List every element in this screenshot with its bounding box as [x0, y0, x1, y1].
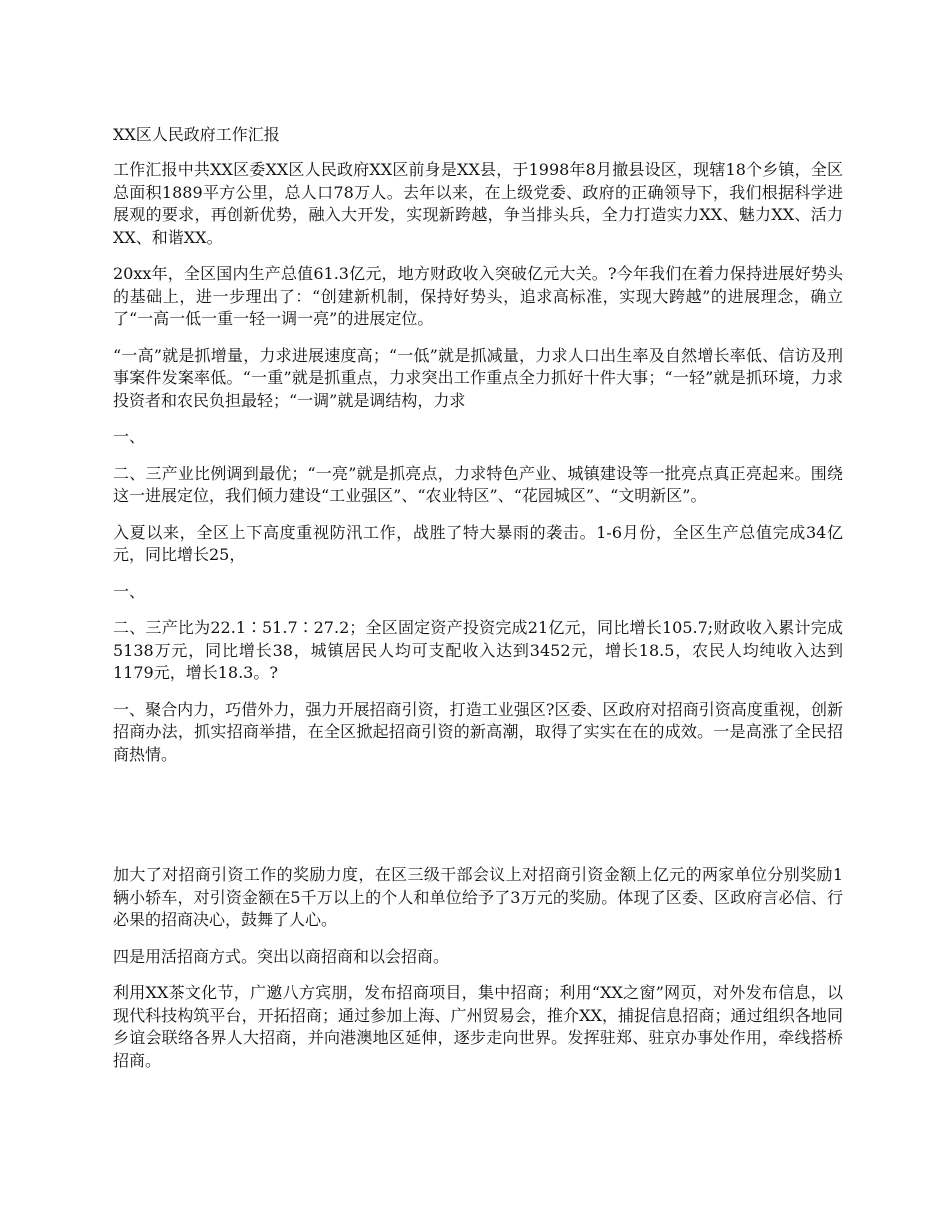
blank-gap — [113, 780, 843, 864]
paragraph: 利用XX茶文化节，广邀八方宾朋，发布招商项目，集中招商；利用“XX之窗”网页，对外发布信息，以现代科技构筑平台，开拓招商；通过参加上海、广州贸易会，推介XX，捕捉信息招商；通过组织各地同乡谊会联络各界人大招商，并向港澳地区延伸，逐步走向世界。发挥驻郑、驻京办事处作用，牵线搭桥招商。 — [113, 983, 843, 1070]
paragraph: 四是用活招商方式。突出以商招商和以会招商。 — [113, 946, 450, 966]
document-title: XX区人民政府工作汇报 — [113, 125, 280, 144]
document-page — [113, 124, 843, 1086]
paragraph: 工作汇报中共XX区委XX区人民政府XX区前身是XX县，于1998年8月撤县设区，现辖18个乡镇，全区总面积1889平方公里，总人口78万人。去年以来，在上级党委、政府的正确领导下，我们根据科学进展观的要求，再创新优势，融入大开发，实现新跨越，争当排头兵，全力打造实力XX、魅力XX、活力XX、和谐XX。 — [113, 160, 843, 247]
paragraph: 入夏以来，全区上下高度重视防汛工作，战胜了特大暴雨的袭击。1-6月份，全区生产总值完成34亿元，同比增长25， — [113, 522, 843, 564]
paragraph: 二、三产比为22.1∶51.7∶27.2；全区固定资产投资完成21亿元，同比增长105.7;财政收入累计完成5138万元，同比增长38，城镇居民人均可支配收入达到3452元，增长18.5，农民人均纯收入达到1179元，增长18.3。? — [113, 618, 843, 682]
paragraph: 二、三产业比例调到最优；“一亮”就是抓亮点，力求特色产业、城镇建设等一批亮点真正亮起来。围绕这一进展定位，我们倾力建设“工业强区”、“农业特区”、“花园城区”、“文明新区”。 — [113, 463, 843, 505]
paragraph: 一、聚合内力，巧借外力，强力开展招商引资，打造工业强区?区委、区政府对招商引资高度重视，创新招商办法，抓实招商举措，在全区掀起招商引资的新高潮，取得了实实在在的成效。一是高涨了全民招商热情。 — [113, 699, 843, 764]
paragraph: 一、 — [113, 581, 146, 601]
paragraph: 一、 — [113, 427, 146, 446]
paragraph: 加大了对招商引资工作的奖励力度，在区三级干部会议上对招商引资金额上亿元的两家单位分别奖励1辆小轿车，对引资金额在5千万以上的个人和单位给予了3万元的奖励。体现了区委、区政府言必信、行必果的招商决心，鼓舞了人心。 — [113, 865, 843, 929]
paragraph: 20xx年，全区国内生产总值61.3亿元，地方财政收入突破亿元大关。?今年我们在着力保持进展好势头的基础上，进一步理出了：“创建新机制，保持好势头，追求高标准，实现大跨越”的进展理念，确立了“一高一低一重一轻一调一亮”的进展定位。 — [113, 264, 843, 328]
paragraph: “一高”就是抓增量，力求进展速度高；“一低”就是抓减量，力求人口出生率及自然增长率低、信访及刑事案件发案率低。“一重”就是抓重点，力求突出工作重点全力抓好十件大事；“一轻”就是抓环境，力求投资者和农民负担最轻；“一调”就是调结构，力求 — [113, 345, 843, 410]
